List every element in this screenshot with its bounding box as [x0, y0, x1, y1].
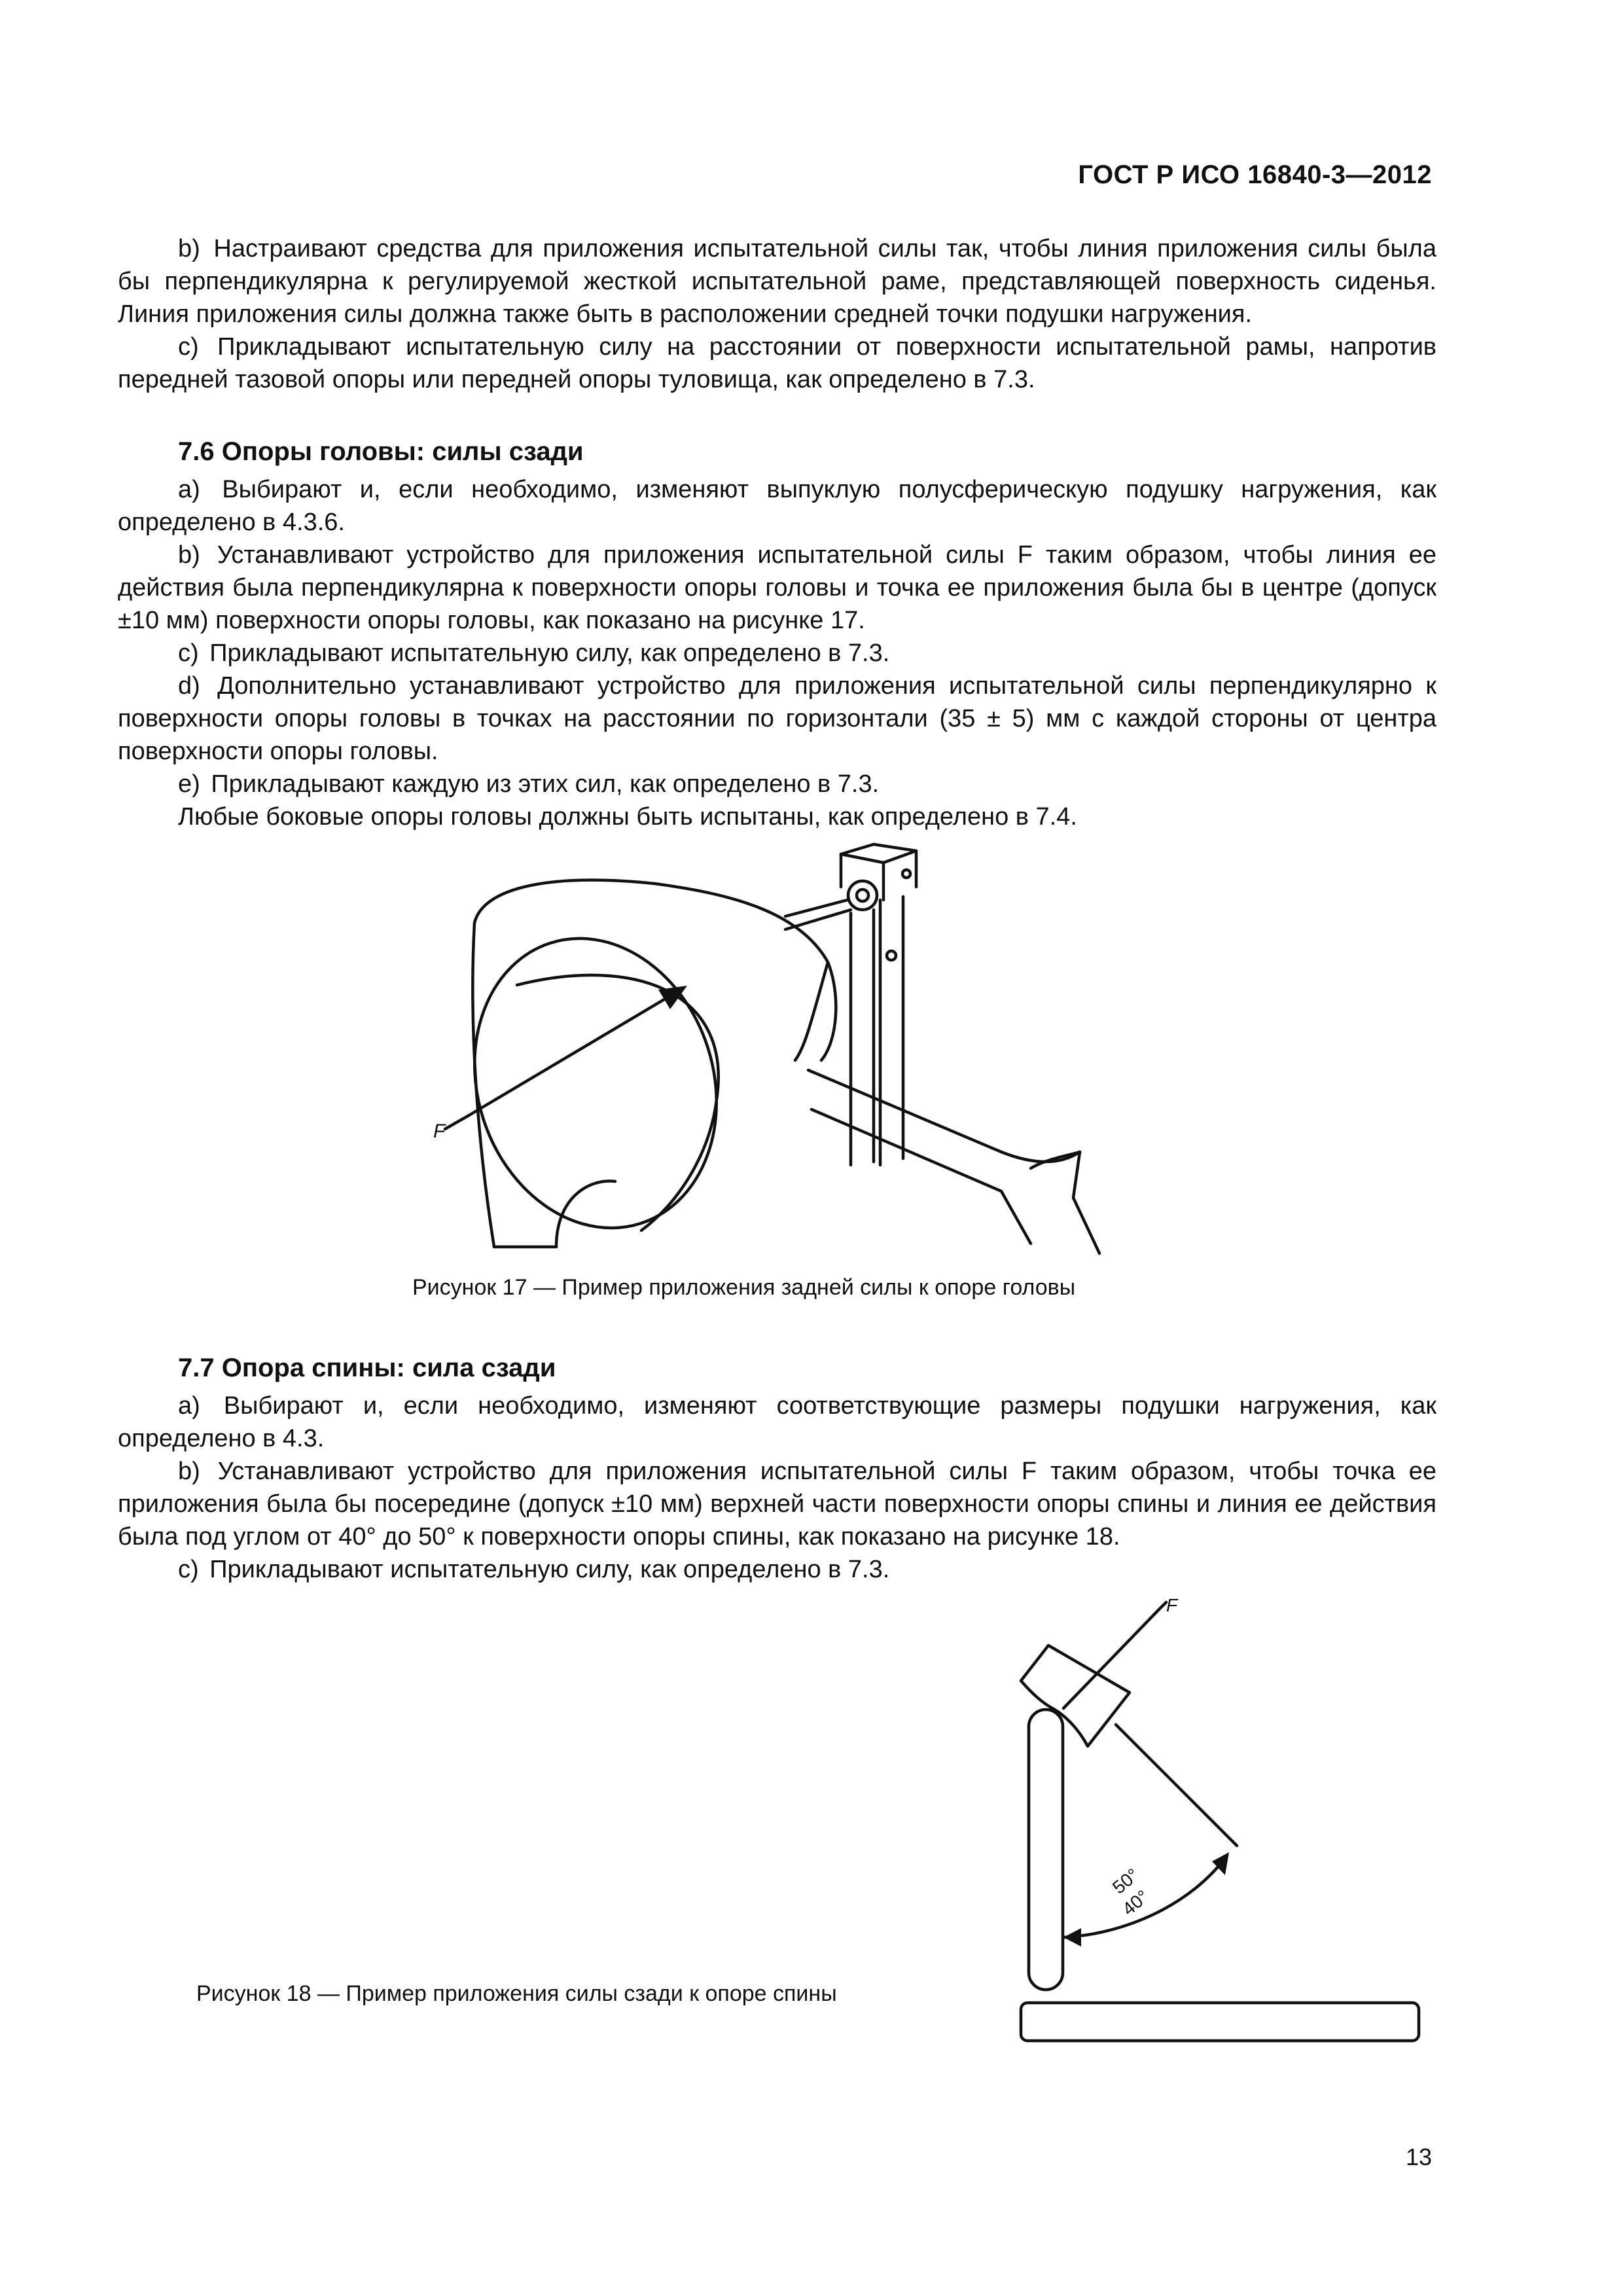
item-label: b) [178, 235, 200, 262]
item-text: Настраивают средства для приложения испытательной силы так, чтобы линия приложения силы была бы перпендикулярна к регулируемой жесткой испытательной раме, представляющей поверхность сиденья. Линия приложения силы должна также быть в расположении средней точки подушки нагружения. [118, 235, 1436, 328]
item-text: Дополнительно устанавливают устройство для приложения испытательной силы перпендикулярно к поверхности опоры головы в точках на расстоянии по горизонтали (35 ± 5) мм с каждой стороны от центра поверхности опоры головы. [118, 672, 1436, 765]
angle-max-label: 50° [1108, 1864, 1143, 1898]
section-7-7 [118, 1345, 1436, 1586]
item-text: Выбирают и, если необходимо, изменяют выпуклую полусферическую подушку нагружения, как определено в 4.3.6. [118, 476, 1436, 536]
list-item [118, 473, 1436, 539]
figure-17-caption: Рисунок 17 — Пример приложения задней силы к опоре головы [412, 1275, 1076, 1300]
angle-min-label: 40° [1118, 1886, 1153, 1920]
list-item [118, 232, 1436, 331]
item-label: c) [178, 639, 199, 667]
item-text: Прикладывают испытательную силу, как определено в 7.3. [209, 639, 890, 667]
item-text: Прикладывают испытательную силу на расстоянии от поверхности испытательной рамы, напротив передней тазовой опоры или передней опоры туловища, как определено в 7.3. [118, 333, 1436, 393]
angle-arrow-head [1063, 1928, 1081, 1946]
item-label: a) [178, 1392, 200, 1420]
item-label: d) [178, 672, 200, 700]
item-text: Устанавливают устройство для приложения испытательной силы F таким образом, чтобы точка ее приложения была бы посередине (допуск ±10 мм) верхней части поверхности опоры спины и линия ее действия была под углом от 40° до 50° к поверхности опоры спины, как показано на рисунке 18. [118, 1458, 1437, 1551]
list-item [118, 768, 1436, 800]
force-label: F [1166, 1597, 1178, 1615]
list-item [118, 670, 1436, 768]
list-item [118, 637, 1436, 670]
figure-17-drawing [419, 825, 1139, 1257]
figure-18-caption: Рисунок 18 — Пример приложения силы сзади к опоре спины [196, 1981, 837, 2006]
item-label: c) [178, 1556, 199, 1583]
item-text: Выбирают и, если необходимо, изменяют соответствующие размеры подушки нагружения, как определено в 4.3. [118, 1392, 1436, 1452]
list-item [118, 1390, 1436, 1455]
section-7-6 [118, 429, 1436, 833]
document-header: ГОСТ Р ИСО 16840-3—2012 [1078, 160, 1432, 189]
page-number: 13 [1405, 2144, 1432, 2170]
item-label: c) [178, 333, 199, 361]
item-label: e) [178, 770, 200, 798]
list-item [118, 1455, 1436, 1553]
item-label: b) [178, 1458, 200, 1485]
figure-18-drawing [1001, 1597, 1433, 2068]
item-label: a) [178, 476, 200, 503]
list-item [118, 1553, 1436, 1586]
force-label: F [433, 1121, 446, 1142]
item-text: Прикладывают испытательную силу, как определено в 7.3. [209, 1556, 890, 1583]
list-item [118, 539, 1436, 637]
item-text: Прикладывают каждую из этих сил, как определено в 7.3. [211, 770, 880, 798]
item-label: b) [178, 541, 200, 569]
section-note: Любые боковые опоры головы должны быть испытаны, как определено в 7.4. [178, 803, 1077, 831]
section-heading: 7.7 Опора спины: сила сзади [178, 1354, 556, 1382]
item-text: Устанавливают устройство для приложения испытательной силы F таким образом, чтобы линия ее действия была перпендикулярна к поверхности опоры головы и точка ее приложения была бы в центре (допуск ±10 мм) поверхности опоры головы, как показано на рисунке 17. [118, 541, 1436, 634]
section-7-5-continuation [118, 232, 1436, 396]
section-heading: 7.6 Опоры головы: силы сзади [178, 437, 584, 466]
list-item [118, 331, 1436, 396]
